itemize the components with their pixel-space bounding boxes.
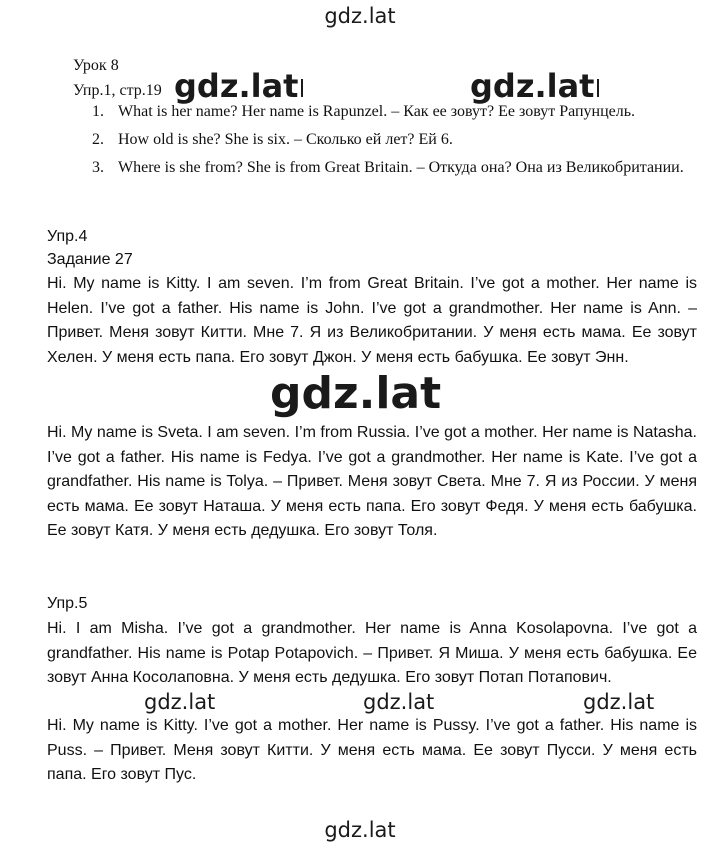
watermark-center: gdz.lat bbox=[270, 368, 442, 419]
exercise5-paragraph-kitty: Hi. My name is Kitty. I’ve got a mother. Her name is Pussy. I’ve got a father. His name is Puss. – Привет. Меня зовут Китти. У меня есть мама. Ее зовут Пусси. У меня есть папа. Его зовут Пус. bbox=[47, 717, 697, 783]
list-item bbox=[92, 128, 692, 152]
watermark-top: gdz.lat bbox=[324, 4, 396, 28]
watermark-large-left: gdz.lat bbox=[174, 70, 303, 102]
list-item-text: How old is she? She is six. – Сколько ей лет? Ей 6. bbox=[118, 131, 453, 148]
exercise5-label: Упр.5 bbox=[47, 595, 88, 612]
watermark-row-left: gdz.lat bbox=[144, 690, 216, 714]
exercise1-reference: Упр.1, стр.19 bbox=[73, 82, 162, 99]
exercise4-paragraph-sveta: Hi. My name is Sveta. I am seven. I’m from Russia. I’ve got a mother. Her name is Natasha. I’ve got a father. His name is Fedya. I’ve got a grandmother. Her name is Kate. I’ve got a grandfather. His name is Tolya. – Привет. Меня зовут Света. Мне 7. Я из России. У меня есть мама. Ее зовут Наташа. У меня есть папа. Его зовут Федя. У меня есть бабушка. Ее зовут Катя. У меня есть дедушка. Его зовут Толя. bbox=[47, 424, 697, 539]
watermark-bottom: gdz.lat bbox=[324, 818, 396, 842]
list-item-text: What is her name? Her name is Rapunzel. – Как ее зовут? Ее зовут Рапунцель. bbox=[118, 103, 636, 120]
exercise4-label: Упр.4 bbox=[47, 228, 88, 245]
watermark-row-right: gdz.lat bbox=[583, 690, 655, 714]
list-item bbox=[92, 156, 692, 180]
lesson-title: Урок 8 bbox=[73, 57, 119, 74]
exercise1-list bbox=[92, 100, 692, 184]
watermark-large-right: gdz.lat bbox=[470, 70, 599, 102]
list-item-number: 1. bbox=[92, 103, 104, 120]
exercise4-task-label: Задание 27 bbox=[47, 251, 133, 268]
exercise4-paragraph-kitty: Hi. My name is Kitty. I am seven. I’m from Great Britain. I’ve got a mother. Her name is Helen. I’ve got a father. His name is John. I’ve got a grandmother. Her name is Ann. – Привет. Меня зовут Китти. Мне 7. Я из Великобритании. У меня есть мама. Ее зовут Хелен. У меня есть папа. Его зовут Джон. У меня есть бабушка. Ее зовут Энн. bbox=[47, 275, 697, 366]
list-item-number: 2. bbox=[92, 131, 104, 148]
exercise5-paragraph-misha: Hi. I am Misha. I’ve got a grandmother. Her name is Anna Kosolapovna. I’ve got a grandfather. His name is Potap Potapovich. – Привет. Я Миша. У меня есть бабушка. Ее зовут Анна Косолаповна. У меня есть дедушка. Его зовут Потап Потапович. bbox=[47, 620, 697, 686]
list-item-text: Where is she from? She is from Great Britain. – Откуда она? Она из Великобритании. bbox=[118, 159, 684, 176]
watermark-row-center: gdz.lat bbox=[363, 690, 435, 714]
list-item-number: 3. bbox=[92, 159, 104, 176]
